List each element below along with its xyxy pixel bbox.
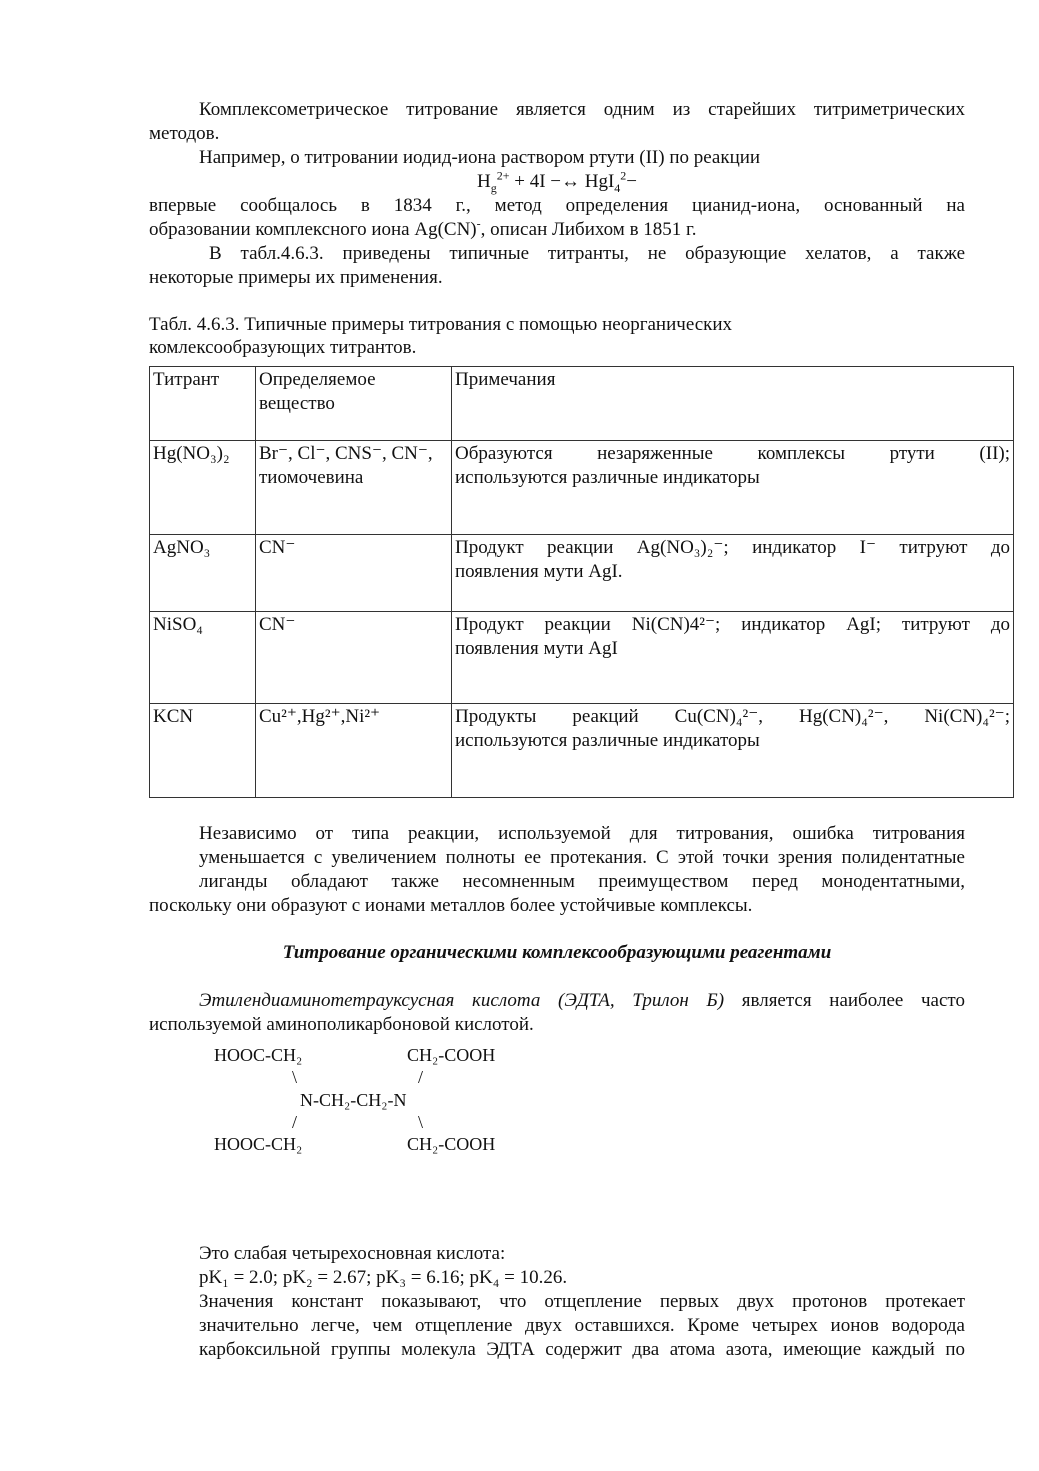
text-line (149, 989, 965, 1013)
formula-sub: 4 (614, 180, 621, 195)
cell-substance: CN⁻ (256, 612, 452, 704)
bond-bottom-right: \ (418, 1112, 424, 1132)
cell-titrant: Hg(NO₃)₂ (150, 441, 256, 535)
formula-part: − (626, 171, 638, 192)
text-line: некоторые примеры их применения. (149, 267, 443, 288)
text-line: значительно легче, чем отщепление двух оставшихся. Кроме четырех ионов водорода (199, 1315, 965, 1336)
cell-text: Продукт реакции Ni(CN)4²⁻; индикатор AgI; титруют до (455, 614, 1010, 635)
group-bottom-right: CH₂-COOH (407, 1134, 496, 1154)
table-header-row (150, 367, 1014, 441)
text-line: впервые сообщалось в 1834 г., метод определения цианид-иона, основанный на (149, 195, 965, 216)
text-line: Независимо от типа реакции, используемой для титрования, ошибка титрования (199, 823, 965, 844)
header-cell: Титрант (150, 367, 256, 441)
text-line: Это слабая четырехосновная кислота: (199, 1243, 506, 1264)
text-line: В табл.4.6.3. приведены типичные титранты, не образующие хелатов, а также (209, 243, 965, 264)
bond-top-left: \ (292, 1067, 298, 1087)
cell-note (452, 704, 1014, 798)
paragraph-acid (149, 1242, 965, 1266)
cell-text: Продукты реакций Cu(CN)₄²⁻, Hg(CN)₄²⁻, Ni(CN)₄²⁻; (455, 706, 1010, 727)
table-row (150, 535, 1014, 612)
formula-part: H (476, 171, 491, 192)
titrants-table (149, 366, 1014, 798)
page-body-middle (149, 822, 965, 1037)
table-row (150, 612, 1014, 704)
cell-text: Образуются незаряженные комплексы ртути (II); (455, 443, 1010, 464)
formula-sub: g (490, 180, 497, 195)
table-row (150, 704, 1014, 798)
header-cell: Примечания (452, 367, 1014, 441)
cell-titrant: NiSO₄ (150, 612, 256, 704)
cell-substance: Cu²⁺,Hg²⁺,Ni²⁺ (256, 704, 452, 798)
cell-titrant: AgNO₃ (150, 535, 256, 612)
formula-part: + 4I −↔ HgI (509, 171, 615, 192)
text-line: Значения констант показывают, что отщепление первых двух протонов протекает (199, 1291, 965, 1312)
text-part: , описан Либихом в 1851 г. (480, 219, 697, 240)
text-part: образовании комплексного иона Ag(CN) (149, 219, 477, 240)
italic-text: Этилендиаминотетрауксусная кислота (ЭДТА, Трилон Б) (199, 990, 725, 1011)
group-bottom-left: HOOC-CH₂ (214, 1134, 303, 1154)
page-body-bottom (149, 1242, 965, 1362)
section-heading: Титрование органическими комплексообразующими реагентами (282, 942, 832, 963)
cell-substance (256, 441, 452, 535)
cell-text: Br⁻, Cl⁻, CNS⁻, CN⁻, (259, 443, 433, 464)
cell-note (452, 535, 1014, 612)
group-center: N-CH₂-CH₂-N (300, 1090, 407, 1110)
group-top-right: CH₂-COOH (407, 1045, 496, 1065)
paragraph-history (149, 194, 965, 242)
paragraph-constants (149, 1290, 965, 1362)
text-line: уменьшается с увеличением полноты ее протекания. С этой точки зрения полидентатные (199, 847, 965, 868)
cell-note (452, 441, 1014, 535)
page-body-top (149, 98, 965, 359)
text-line: Комплексометрическое титрование является одним из старейших титриметрических (199, 99, 965, 120)
formula-sup: 2 (620, 168, 627, 183)
group-top-left: HOOC-CH₂ (214, 1045, 303, 1065)
cell-text: тиомочевина (259, 467, 364, 488)
text-line: методов. (149, 123, 220, 144)
cell-text: используются различные индикаторы (455, 730, 760, 751)
paragraph-error (149, 822, 965, 918)
text-line: поскольку они образуют с ионами металлов более устойчивые комплексы. (149, 895, 753, 916)
paragraph-example (149, 146, 965, 170)
cell-substance: CN⁻ (256, 535, 452, 612)
cell-text: используются различные индикаторы (455, 467, 760, 488)
text-line: Например, о титровании иодид-иона раствором ртути (II) по реакции (199, 147, 761, 168)
paragraph-table-ref (149, 242, 965, 290)
text-sup: - (476, 216, 481, 231)
text-part: является наиболее часто (724, 990, 965, 1011)
formula-sup: 2+ (496, 168, 510, 183)
table-caption (149, 313, 965, 359)
cell-text: появления мути AgI. (455, 561, 623, 582)
reaction-formula (149, 170, 965, 194)
paragraph-intro (149, 98, 965, 146)
cell-text: Продукт реакции Ag(NO₃)₂⁻; индикатор I⁻ титруют до (455, 537, 1010, 558)
table-row (150, 441, 1014, 535)
text-line: лиганды обладают также несомненным преимуществом перед монодентатными, (199, 871, 965, 892)
text-line: Табл. 4.6.3. Типичные примеры титрования с помощью неорганических (149, 314, 733, 335)
pk-values (149, 1266, 965, 1290)
cell-text: появления мути AgI (455, 638, 618, 659)
text-line: используемой аминополикарбоновой кислотой. (149, 1014, 534, 1035)
bond-bottom-left: / (292, 1112, 298, 1132)
text-line: карбоксильной группы молекула ЭДТА содержит два атома азота, имеющие каждый по (199, 1339, 965, 1360)
bond-top-right: / (418, 1067, 424, 1087)
paragraph-edta (149, 989, 965, 1037)
cell-titrant: KCN (150, 704, 256, 798)
text-line: комлексообразующих титрантов. (149, 337, 417, 358)
cell-note (452, 612, 1014, 704)
header-cell: Определяемое вещество (256, 367, 452, 441)
text-line: pK₁ = 2.0; pK₂ = 2.67; pK₃ = 6.16; pK₄ = 10.26. (199, 1267, 568, 1288)
